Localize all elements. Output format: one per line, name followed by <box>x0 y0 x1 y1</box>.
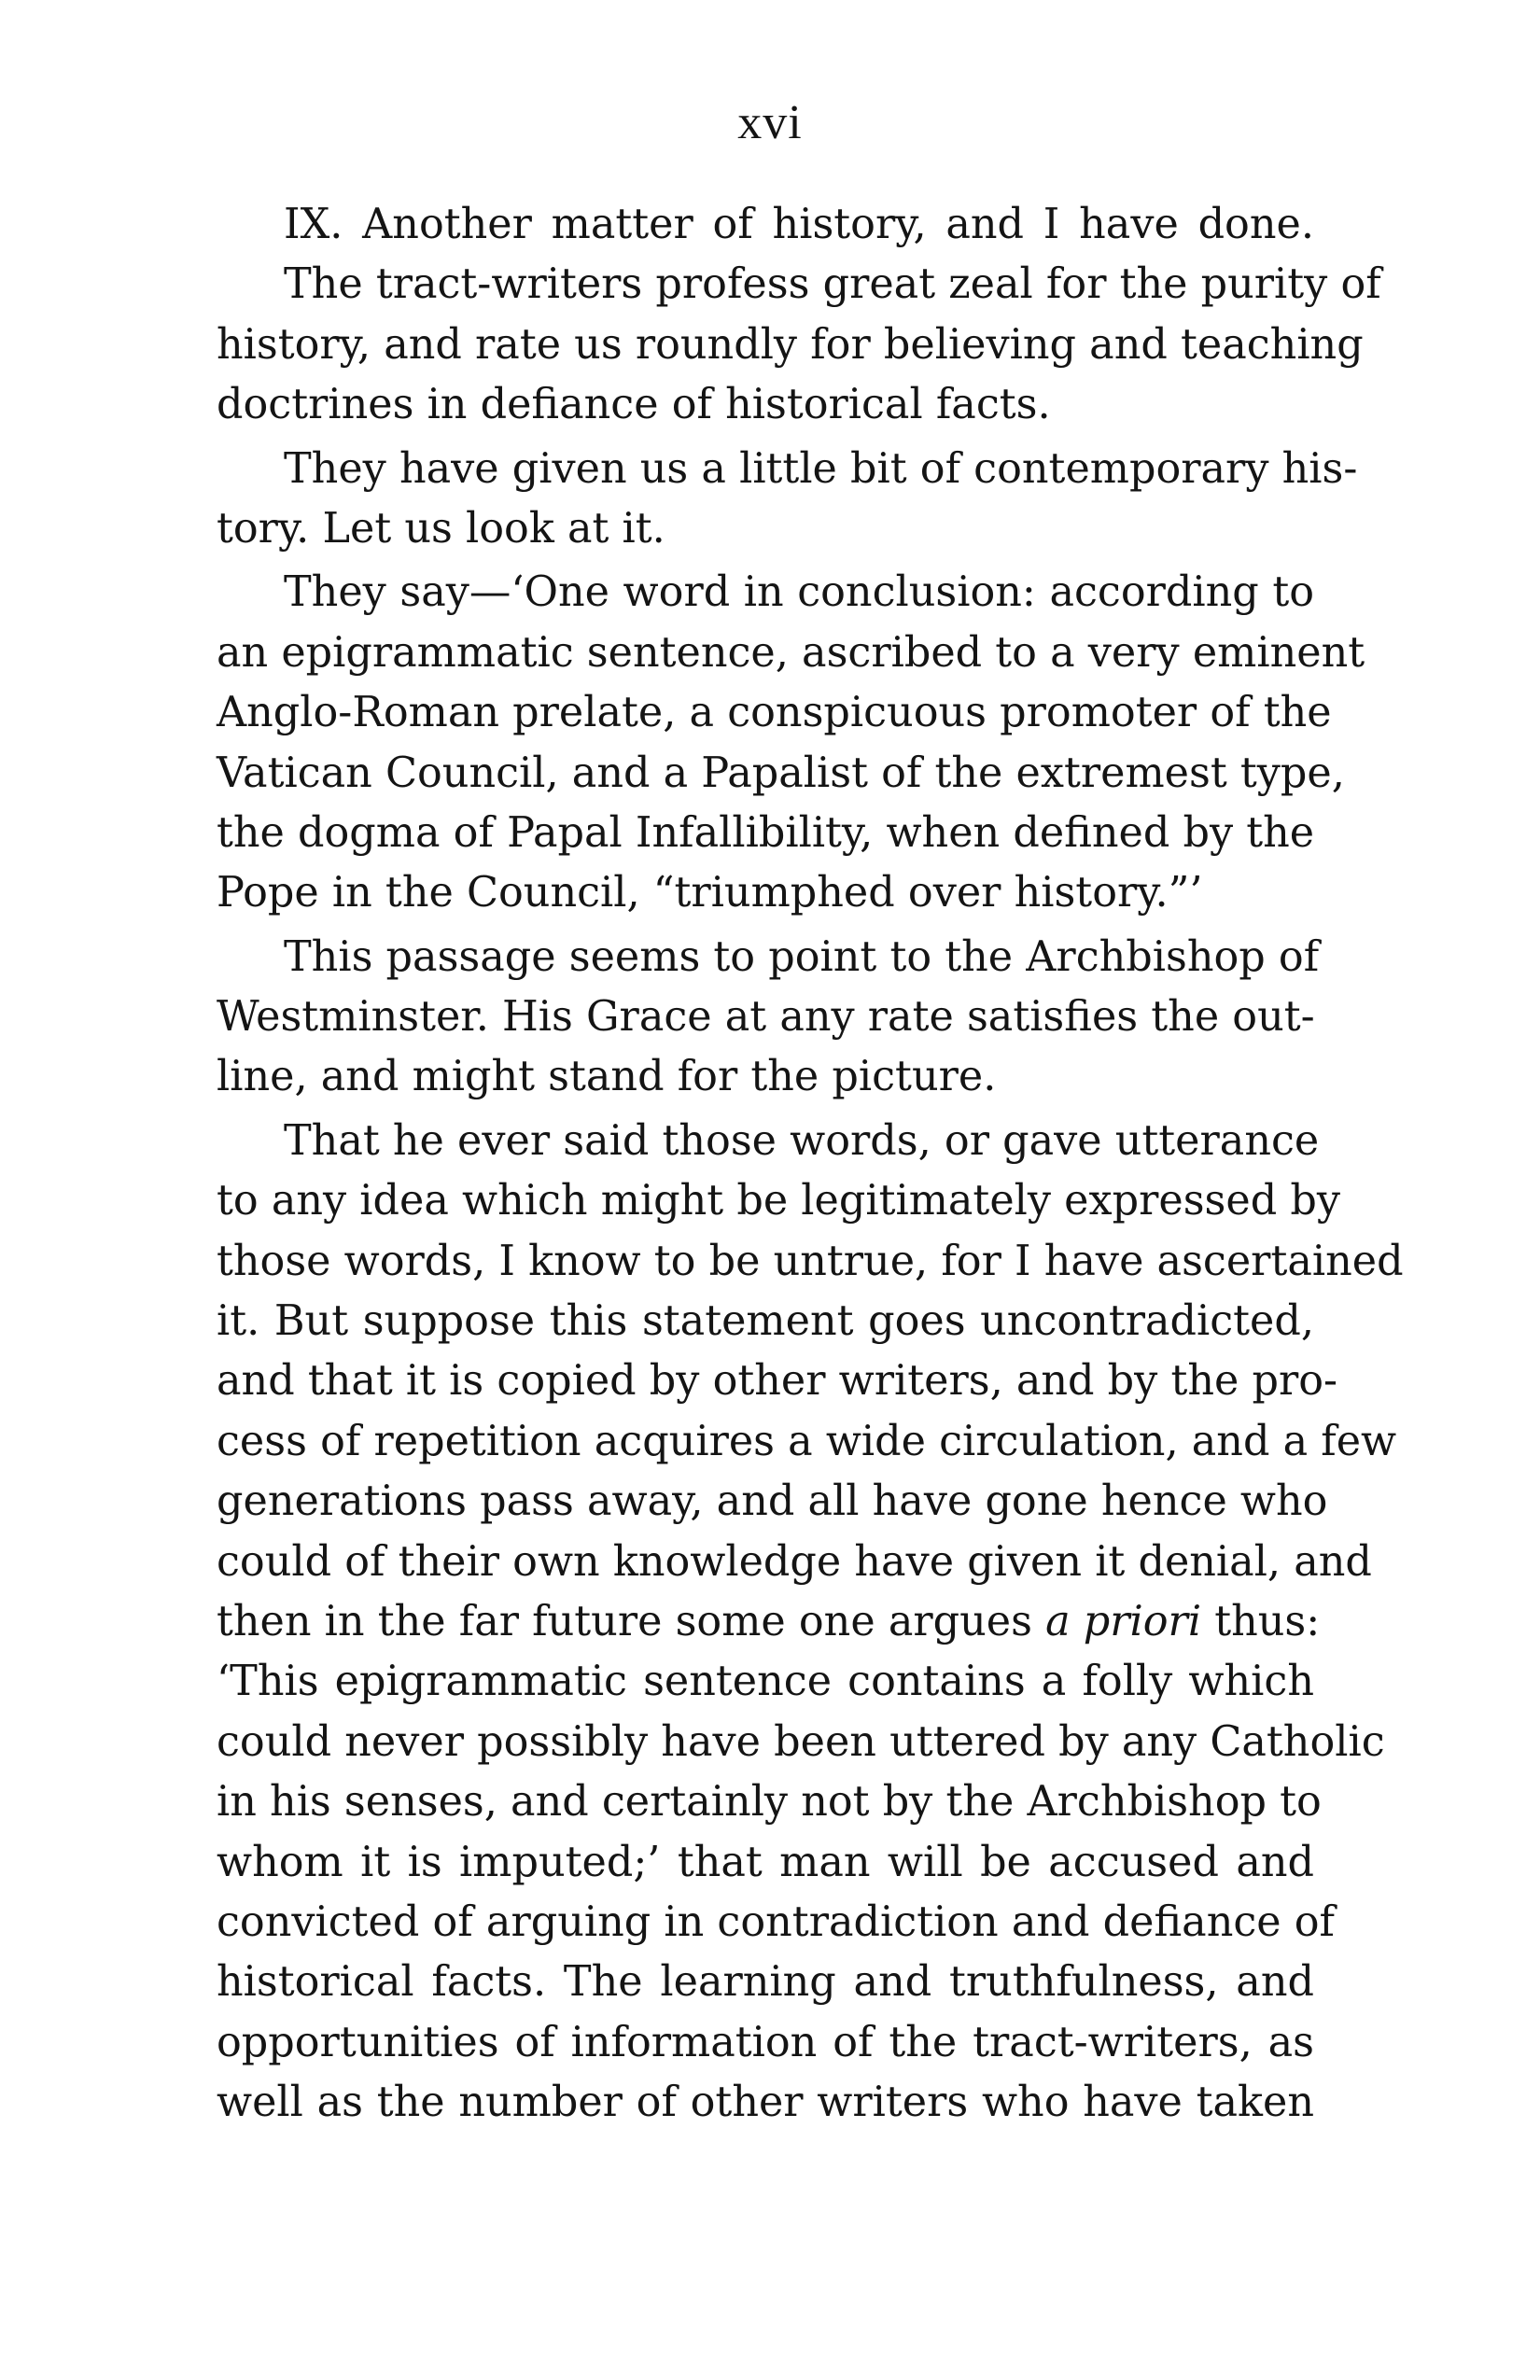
text-line-11: the dogma of Papal Infallibility, when defined by the <box>217 808 1315 857</box>
text-line-6: tory. Let us look at it. <box>217 504 665 553</box>
text-line-9: Anglo-Roman prelate, a conspicuous promoter of the <box>217 689 1332 737</box>
text-line-19: it. But suppose this statement goes uncontradicted, <box>217 1297 1314 1346</box>
text-line-29: convicted of arguing in contradiction and defiance of <box>217 1897 1336 1946</box>
text-line-24-end: thus: <box>1201 1597 1321 1645</box>
text-line-17: to any idea which might be legitimately expressed by <box>217 1177 1340 1225</box>
page-number: xvi <box>737 96 803 149</box>
text-line-4: doctrines in defiance of historical facts. <box>217 381 1051 429</box>
text-line-24-start: then in the far future some one argues <box>217 1597 1046 1645</box>
text-line-12: Pope in the Council, “triumphed over history.”’ <box>217 869 1203 917</box>
text-line-25: ‘This epigrammatic sentence contains a folly which <box>217 1658 1314 1706</box>
text-line-32: well as the number of other writers who have taken <box>217 2079 1314 2127</box>
text-line-30: historical facts. The learning and truthfulness, and <box>217 1958 1314 2007</box>
text-line-3: history, and rate us roundly for believing and teaching <box>217 320 1364 369</box>
text-line-21: cess of repetition acquires a wide circulation, and a few <box>217 1417 1397 1465</box>
text-line-18: those words, I know to be untrue, for I have ascertained <box>217 1237 1404 1285</box>
text-line-20: and that it is copied by other writers, and by the pro- <box>217 1357 1338 1406</box>
text-line-13: This passage seems to point to the Archbishop of <box>284 932 1320 981</box>
body-text <box>217 195 1404 2134</box>
text-line-14: Westminster. His Grace at any rate satisfies the out- <box>217 993 1315 1042</box>
text-line-28: whom it is imputed;’ that man will be accused and <box>217 1838 1314 1886</box>
text-line-31: opportunities of information of the tract-writers, as <box>217 2018 1314 2066</box>
text-line-26: could never possibly have been uttered by any Catholic <box>217 1717 1385 1766</box>
text-line-8: an epigrammatic sentence, ascribed to a very eminent <box>217 628 1365 677</box>
text-line-23: could of their own knowledge have given it denial, and <box>217 1537 1372 1586</box>
text-line-15: line, and might stand for the picture. <box>217 1053 997 1101</box>
text-line-1: IX. Another matter of history, and I have done. <box>284 201 1314 248</box>
text-line-22: generations pass away, and all have gone hence who <box>217 1477 1328 1526</box>
text-line-24 <box>217 1592 1321 1652</box>
text-line-16: That he ever said those words, or gave utterance <box>284 1116 1320 1165</box>
text-line-5: They have given us a little bit of contemporary his- <box>284 444 1358 493</box>
text-line-27: in his senses, and certainly not by the Archbishop to <box>217 1778 1322 1827</box>
text-line-2: The tract-writers profess great zeal for the purity of <box>284 260 1381 309</box>
text-line-7: They say—‘One word in conclusion: according to <box>284 568 1314 617</box>
italic-phrase: a priori <box>1045 1597 1202 1645</box>
text-line-10: Vatican Council, and a Papalist of the extremest type, <box>217 749 1345 797</box>
